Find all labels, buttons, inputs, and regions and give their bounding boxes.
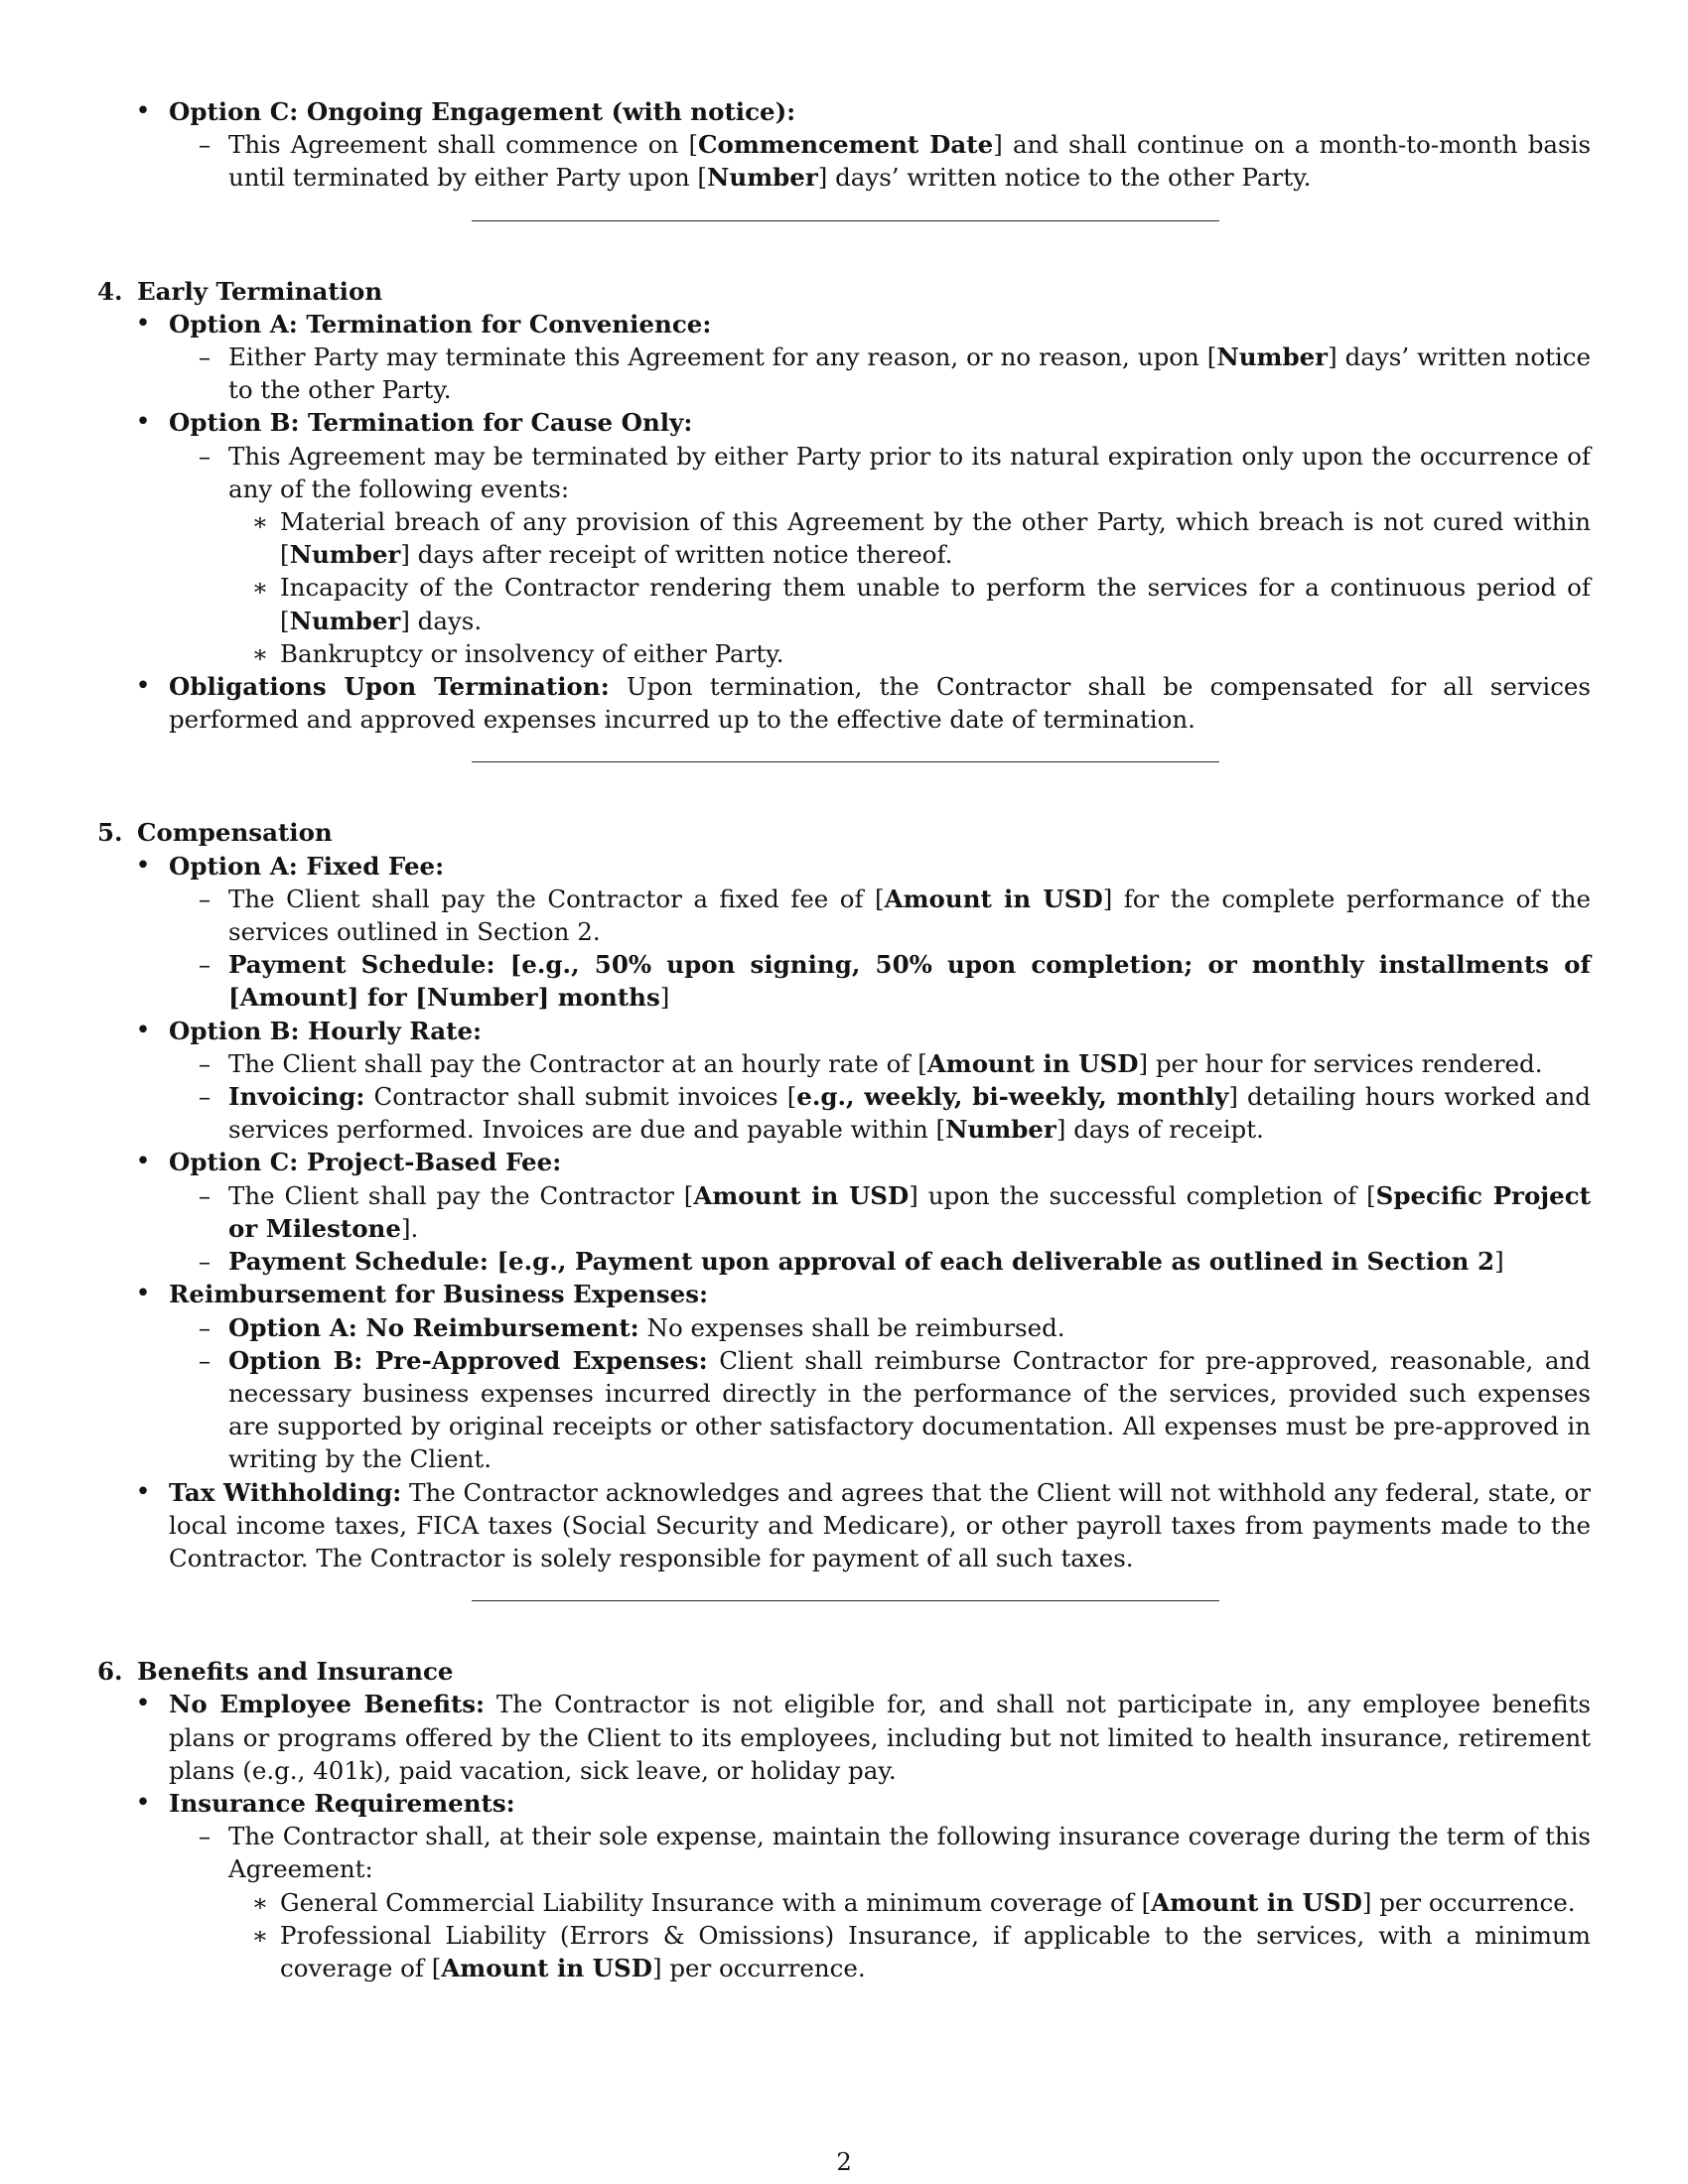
clause-text: Client shall reimburse Contractor for pre-approved, reasonable, and necessary business expenses incurred directly in the performance of the services, provided such expenses are supported by original receipts or other satisfactory documentation. All expenses must be pre-approved in writing by the Client.	[228, 1345, 1591, 1474]
list-item	[97, 637, 1591, 670]
option-label: Tax Withholding:	[169, 1477, 402, 1507]
clause-text: ] per occurrence.	[651, 1953, 866, 1982]
clause-text: The Contractor shall, at their sole expense, maintain the following insurance coverage during the term of this Agreement:	[228, 1822, 1591, 1884]
list-item	[97, 95, 1591, 128]
option-label: Obligations Upon Termination:	[169, 672, 610, 702]
placeholder-field: Number	[706, 163, 818, 193]
clause-text: Upon termination, the Contractor shall be compensated for all services performed and approved expenses incurred up to the effective date of termination.	[169, 672, 1591, 735]
clause-text: The Contractor is not eligible for, and shall not participate in, any employee benefits plans or programs offered by the Client to its employees, including but not limited to health insurance, retirement plans (e.g., 401k), paid vacation, sick leave, or holiday pay.	[169, 1690, 1591, 1785]
list-item	[97, 341, 1591, 406]
list-item	[97, 308, 1591, 341]
star-marker: ∗	[251, 638, 269, 668]
star-marker: ∗	[251, 1887, 269, 1917]
clause-text: General Commercial Liability Insurance with a minimum coverage of [	[280, 1887, 1152, 1917]
bullet-marker: •	[135, 1279, 151, 1309]
star-marker: ∗	[251, 573, 269, 603]
dash-marker: –	[198, 1048, 211, 1078]
list-item	[97, 1886, 1591, 1919]
placeholder-field: Amount in USD	[441, 1953, 652, 1982]
section-title: Compensation	[137, 818, 333, 848]
bullet-marker: •	[135, 1689, 151, 1719]
clause-text: ] per hour for services rendered.	[1138, 1048, 1543, 1078]
bullet-marker: •	[135, 1787, 151, 1818]
placeholder-field: Number	[426, 983, 538, 1013]
bullet-marker: •	[135, 1147, 151, 1177]
list-item	[97, 406, 1591, 439]
option-label: Option A: No Reimbursement:	[228, 1312, 639, 1342]
clause-text: ] per occurrence.	[1361, 1887, 1576, 1917]
section-divider	[472, 1600, 1219, 1601]
clause-text: ] for [	[347, 983, 427, 1013]
list-item	[97, 1344, 1591, 1476]
clause-text: Payment Schedule: [e.g., Payment upon approval of each deliverable as outlined in Section 2	[228, 1247, 1495, 1277]
section-divider	[472, 220, 1219, 221]
list-item	[97, 1080, 1591, 1146]
clause-text: ] for the complete performance of the services outlined in Section 2.	[228, 884, 1592, 947]
section-number: 6.	[97, 1657, 123, 1687]
dash-marker: –	[198, 441, 211, 471]
clause-text: No expenses shall be reimbursed.	[638, 1312, 1065, 1342]
option-label: Option B: Pre-Approved Expenses:	[228, 1345, 708, 1375]
clause-text: The Client shall pay the Contractor at an hourly rate of [	[228, 1048, 927, 1078]
placeholder-field: Specific Project or Milestone	[228, 1180, 1591, 1243]
option-label: Insurance Requirements:	[169, 1788, 515, 1818]
clause-text: ] detailing hours worked and services performed. Invoices are due and payable within [	[228, 1082, 1591, 1145]
option-label: Invoicing:	[228, 1082, 365, 1112]
list-item	[97, 440, 1591, 505]
section-title: Early Termination	[137, 276, 383, 306]
placeholder-field: Amount in USD	[1151, 1887, 1362, 1917]
dash-marker: –	[198, 1082, 211, 1112]
dash-marker: –	[198, 1180, 211, 1210]
placeholder-field: Amount in USD	[884, 884, 1103, 913]
clause-text: ] upon the successful completion of [	[909, 1180, 1376, 1210]
list-item	[97, 505, 1591, 571]
section-number: 4.	[97, 276, 123, 306]
list-item	[97, 571, 1591, 636]
clause-text: ] months	[537, 983, 660, 1013]
clause-text: ]	[1494, 1247, 1504, 1277]
dash-marker: –	[198, 884, 211, 913]
dash-marker: –	[198, 1312, 211, 1342]
placeholder-field: Number	[1216, 342, 1329, 372]
section-heading	[97, 1655, 1591, 1688]
list-item	[97, 1245, 1591, 1278]
option-label: Option C: Project-Based Fee:	[169, 1148, 562, 1177]
bullet-marker: •	[135, 671, 151, 702]
clause-text: The Contractor acknowledges and agrees that the Client will not withhold any federal, state, or local income taxes, FICA taxes (Social Security and Medicare), or other payroll taxes from payments made to the Contractor. The Contractor is solely responsible for payment of all such taxes.	[169, 1477, 1591, 1572]
list-item	[97, 1311, 1591, 1344]
dash-marker: –	[198, 1247, 211, 1277]
list-item	[97, 883, 1591, 948]
clause-text: This Agreement shall commence on [	[228, 130, 699, 160]
option-label: Option B: Hourly Rate:	[169, 1016, 483, 1045]
list-item	[97, 1820, 1591, 1885]
clause-text: Material breach of any provision of this Agreement by the other Party, which breach is not cured within [	[280, 507, 1591, 570]
clause-text: The Client shall pay the Contractor a fixed fee of [	[228, 884, 885, 913]
clause-text: The Client shall pay the Contractor [	[228, 1180, 694, 1210]
option-label: Option A: Fixed Fee:	[169, 851, 445, 881]
clause-text: ]	[659, 983, 670, 1013]
section-heading	[97, 275, 1591, 308]
clause-text: Professional Liability (Errors & Omissions) Insurance, if applicable to the services, with a minimum coverage of [	[280, 1920, 1591, 1982]
bullet-marker: •	[135, 308, 151, 339]
clause-text: Payment Schedule: [e.g., 50% upon signing, 50% upon completion; or monthly installments of [	[228, 950, 1591, 1013]
clause-text: This Agreement may be terminated by either Party prior to its natural expiration only upon the occurrence of any of the following events:	[228, 441, 1591, 503]
list-item	[97, 1146, 1591, 1178]
bullet-marker: •	[135, 96, 151, 126]
dash-marker: –	[198, 1345, 211, 1375]
star-marker: ∗	[251, 1920, 269, 1950]
placeholder-field: Number	[289, 606, 401, 635]
clause-text: Bankruptcy or insolvency of either Party.	[280, 638, 784, 668]
list-item	[97, 1919, 1591, 1984]
document-page	[97, 95, 1591, 1984]
list-item	[97, 1047, 1591, 1080]
placeholder-field: Number	[289, 540, 401, 570]
bullet-marker: •	[135, 1476, 151, 1507]
placeholder-field: Amount in USD	[693, 1180, 910, 1210]
option-label: Option B: Termination for Cause Only:	[169, 408, 693, 438]
section-title: Benefits and Insurance	[137, 1657, 454, 1687]
option-label: No Employee Benefits:	[169, 1690, 486, 1719]
list-item	[97, 1278, 1591, 1310]
clause-text: Contractor shall submit invoices [	[364, 1082, 797, 1112]
clause-text: ] days’ written notice to the other Party.	[228, 342, 1591, 405]
placeholder-field: Amount in USD	[926, 1048, 1139, 1078]
list-item	[97, 670, 1591, 736]
dash-marker: –	[198, 342, 211, 372]
list-item	[97, 1688, 1591, 1787]
option-label: Reimbursement for Business Expenses:	[169, 1280, 709, 1309]
clause-text: ] and shall continue on a month-to-month basis until terminated by either Party upon [	[228, 130, 1592, 193]
clause-text: ] days’ written notice to the other Party.	[817, 163, 1312, 193]
page-number: 2	[836, 2147, 852, 2176]
bullet-marker: •	[135, 1015, 151, 1045]
dash-marker: –	[198, 130, 211, 160]
clause-text: Incapacity of the Contractor rendering them unable to perform the services for a continuous period of [	[280, 573, 1591, 635]
placeholder-field: Number	[945, 1115, 1056, 1145]
list-item	[97, 1476, 1591, 1575]
clause-text: Either Party may terminate this Agreement for any reason, or no reason, upon [	[228, 342, 1217, 372]
list-item	[97, 850, 1591, 883]
section-number: 5.	[97, 818, 123, 848]
bullet-marker: •	[135, 407, 151, 438]
list-item	[97, 1787, 1591, 1820]
list-item	[97, 1015, 1591, 1047]
option-label: Option C: Ongoing Engagement (with notice):	[169, 97, 796, 126]
star-marker: ∗	[251, 507, 269, 537]
option-label: Option A: Termination for Convenience:	[169, 309, 712, 339]
bullet-marker: •	[135, 850, 151, 881]
section-divider	[472, 761, 1219, 762]
placeholder-field: Amount	[239, 983, 348, 1013]
clause-text: ].	[400, 1213, 419, 1243]
clause-text: ] days.	[400, 606, 483, 635]
list-item	[97, 128, 1591, 194]
dash-marker: –	[198, 950, 211, 980]
list-item	[97, 948, 1591, 1014]
dash-marker: –	[198, 1822, 211, 1851]
section-heading	[97, 816, 1591, 849]
placeholder-field: e.g., weekly, bi-weekly, monthly	[796, 1082, 1229, 1112]
clause-text: ] days of receipt.	[1055, 1115, 1264, 1145]
placeholder-field: Commencement Date	[698, 130, 994, 160]
list-item	[97, 1179, 1591, 1245]
clause-text: ] days after receipt of written notice thereof.	[400, 540, 953, 570]
